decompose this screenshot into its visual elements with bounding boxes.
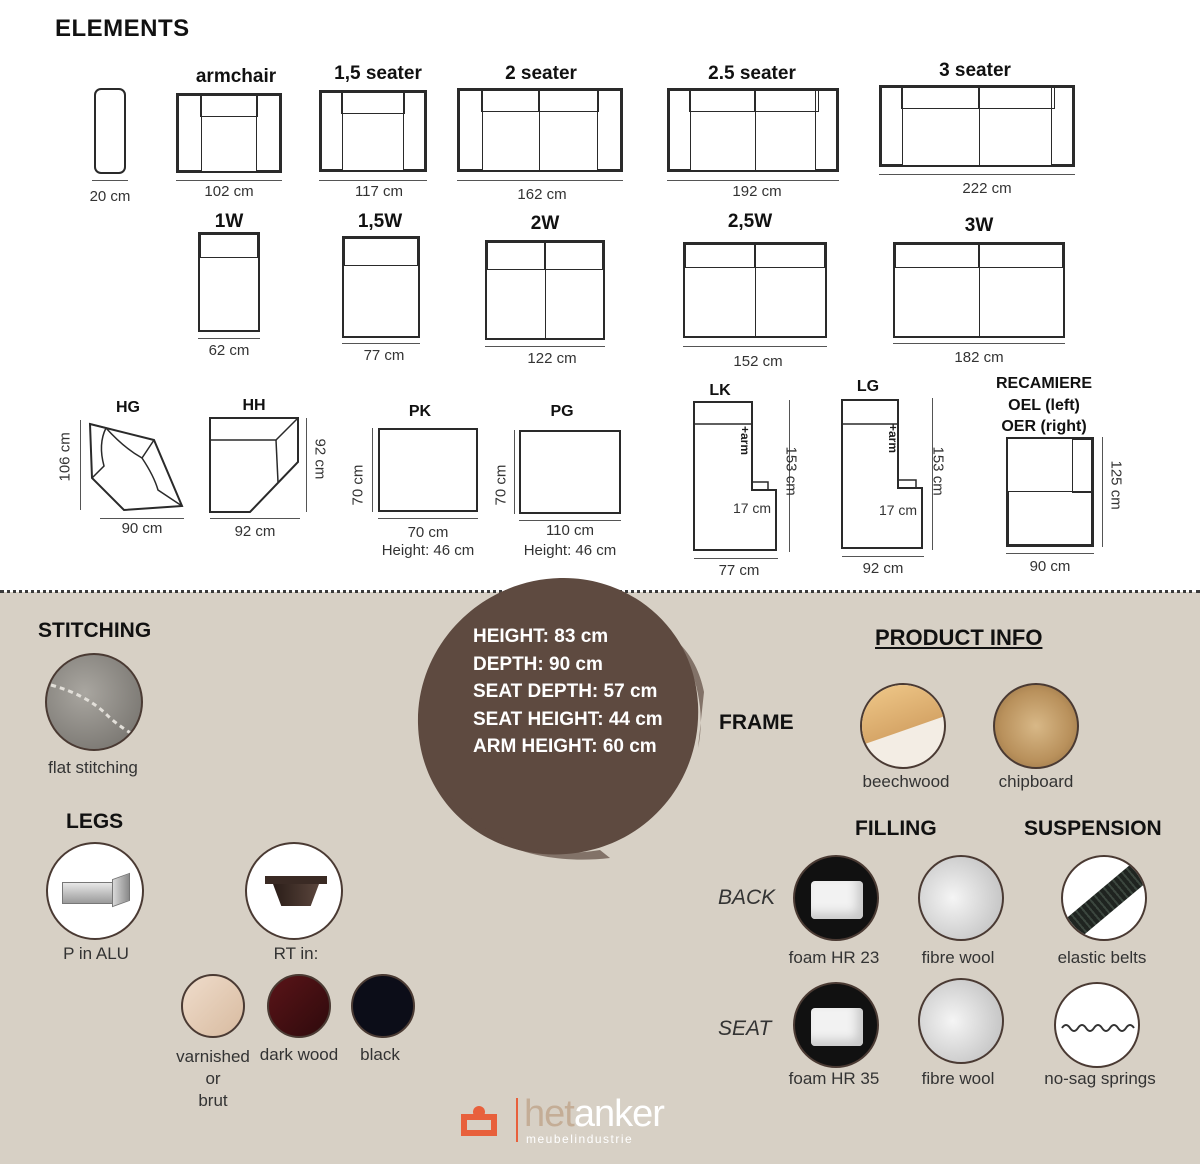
pk-width: 70 cm <box>407 524 449 541</box>
pg-label: PG <box>550 403 574 420</box>
flat-stitching-caption: flat stitching <box>48 758 138 777</box>
chipboard-caption: chipboard <box>998 772 1074 791</box>
pk-dimline <box>378 518 478 519</box>
foam-seat-caption: foam HR 35 <box>788 1069 880 1088</box>
seater3-diagram <box>879 85 1075 167</box>
foam-back-swatch <box>793 855 879 941</box>
armchair-label: armchair <box>195 66 277 87</box>
varnished-line1: varnished <box>176 1047 250 1066</box>
w25-dim: 152 cm <box>733 353 783 370</box>
seater15-dim: 117 cm <box>354 183 404 200</box>
w1-diagram <box>198 232 260 332</box>
pk-depth-line <box>372 428 373 512</box>
hh-depth: 92 cm <box>311 438 329 480</box>
pouf-diagram <box>94 88 126 174</box>
w2-diagram <box>485 240 605 340</box>
stat-seat-height: SEAT HEIGHT: 44 cm <box>473 708 663 730</box>
pg-height: Height: 46 cm <box>523 542 617 559</box>
logo-subtitle: meubelindustrie <box>526 1132 634 1146</box>
seater3-dim: 222 cm <box>962 180 1012 197</box>
chipboard-swatch <box>993 683 1079 769</box>
hg-label: HG <box>116 399 140 416</box>
seater2-dimline <box>457 180 623 181</box>
seater2-label: 2 seater <box>505 63 577 84</box>
lk-length: 153 cm <box>782 446 800 496</box>
rt-leg-swatch <box>245 842 343 940</box>
logo-het: het <box>524 1093 574 1135</box>
seater2-diagram <box>457 88 623 172</box>
hg-depth: 106 cm <box>56 432 74 482</box>
pouf-dimline <box>92 180 128 181</box>
rt-leg-caption: RT in: <box>273 944 319 963</box>
pk-label: PK <box>408 403 432 420</box>
seater15-diagram <box>319 90 427 172</box>
varnished-line3: brut <box>198 1091 228 1110</box>
lg-length: 153 cm <box>929 446 947 496</box>
pg-width: 110 cm <box>545 522 595 539</box>
fibre-seat-swatch <box>918 978 1004 1064</box>
w15-dim: 77 cm <box>363 347 405 364</box>
lk-arm: +arm <box>738 426 752 456</box>
hg-dimline <box>100 518 184 519</box>
lk-dimline <box>694 558 778 559</box>
black-swatch <box>351 974 415 1038</box>
stat-seat-depth: SEAT DEPTH: 57 cm <box>473 681 658 702</box>
lg-label: LG <box>856 378 880 395</box>
stats-list <box>473 623 663 761</box>
lg-inset: 17 cm <box>878 502 918 518</box>
varnished-swatch <box>181 974 245 1038</box>
dark-wood-swatch <box>267 974 331 1038</box>
fibre-back-swatch <box>918 855 1004 941</box>
seater25-dimline <box>667 180 839 181</box>
hg-diagram <box>84 418 186 516</box>
recamiere-length: 125 cm <box>1107 460 1125 510</box>
w3-diagram <box>893 242 1065 338</box>
seater2-dim: 162 cm <box>517 186 567 203</box>
lg-width: 92 cm <box>862 560 904 577</box>
w3-label: 3W <box>964 215 994 236</box>
pg-dimline <box>519 520 621 521</box>
hg-width: 90 cm <box>121 520 163 537</box>
recamiere-label: RECAMIERE <box>995 375 1092 392</box>
pk-diagram <box>378 428 478 512</box>
logo-wordmark <box>524 1094 664 1134</box>
pg-depth: 70 cm <box>492 464 510 506</box>
no-sag-springs-caption: no-sag springs <box>1044 1069 1156 1088</box>
w25-diagram <box>683 242 827 338</box>
beechwood-caption: beechwood <box>862 772 950 791</box>
product-info-title: PRODUCT INFO <box>875 625 1043 650</box>
fibre-back-caption: fibre wool <box>921 948 995 967</box>
hh-diagram <box>208 416 302 516</box>
logo-divider <box>516 1098 518 1142</box>
seater25-dim: 192 cm <box>732 183 782 200</box>
elastic-belts-swatch <box>1061 855 1147 941</box>
pg-depth-line <box>514 430 515 514</box>
lk-width: 77 cm <box>718 562 760 579</box>
alu-leg-swatch <box>46 842 144 940</box>
hh-label: HH <box>242 397 266 414</box>
lk-inset: 17 cm <box>732 500 772 516</box>
dark-wood-caption: dark wood <box>259 1045 339 1064</box>
suspension-title: SUSPENSION <box>1024 817 1162 840</box>
legs-title: LEGS <box>66 810 124 833</box>
lk-diagram <box>692 400 782 554</box>
hh-dimline <box>210 518 300 519</box>
armchair-dimline <box>176 180 282 181</box>
w15-dimline <box>342 343 420 344</box>
pk-height: Height: 46 cm <box>381 542 475 559</box>
stat-depth: DEPTH: 90 cm <box>473 653 603 675</box>
recamiere-left-label: OEL (left) <box>1008 397 1080 414</box>
w15-label: 1,5W <box>357 211 403 232</box>
varnished-line2: or <box>205 1069 221 1088</box>
stat-height: HEIGHT: 83 cm <box>473 626 609 647</box>
w2-label: 2W <box>530 213 560 234</box>
stat-arm-height: ARM HEIGHT: 60 cm <box>473 736 657 757</box>
seater3-label: 3 seater <box>939 60 1011 81</box>
w15-diagram <box>342 236 420 338</box>
lg-diagram <box>840 398 926 552</box>
frame-title: FRAME <box>719 711 794 734</box>
flat-stitching-swatch <box>45 653 143 751</box>
logo-anker: anker <box>573 1093 664 1135</box>
fibre-seat-caption: fibre wool <box>921 1069 995 1088</box>
recamiere-dimline <box>1006 553 1094 554</box>
alu-leg-caption: P in ALU <box>63 944 129 963</box>
pk-depth: 70 cm <box>349 464 367 506</box>
hh-depth-line <box>306 418 307 512</box>
foam-back-caption: foam HR 23 <box>788 948 880 967</box>
w2-dim: 122 cm <box>527 350 577 367</box>
armchair-diagram <box>176 93 282 173</box>
stitching-title: STITCHING <box>38 619 152 642</box>
pg-diagram <box>519 430 621 514</box>
beechwood-swatch <box>860 683 946 769</box>
no-sag-springs-swatch <box>1054 982 1140 1068</box>
seater25-label: 2.5 seater <box>708 63 796 84</box>
hg-depth-line <box>80 420 81 510</box>
elements-title: ELEMENTS <box>55 15 190 42</box>
seater3-dimline <box>879 174 1075 175</box>
recamiere-length-line <box>1102 437 1103 547</box>
lk-label: LK <box>709 382 731 399</box>
pouf-dim: 20 cm <box>89 188 131 205</box>
w2-dimline <box>485 346 605 347</box>
elastic-belts-caption: elastic belts <box>1057 948 1147 967</box>
seat-label: SEAT <box>718 1017 772 1040</box>
back-label: BACK <box>718 886 776 909</box>
w3-dimline <box>893 343 1065 344</box>
het-anker-logo-icon <box>461 1106 497 1136</box>
seater15-label: 1,5 seater <box>334 63 422 84</box>
filling-title: FILLING <box>855 817 937 840</box>
foam-seat-swatch <box>793 982 879 1068</box>
recamiere-right-label: OER (right) <box>1001 418 1087 435</box>
black-caption: black <box>360 1045 400 1064</box>
recamiere-width: 90 cm <box>1029 558 1071 575</box>
w1-dim: 62 cm <box>208 342 250 359</box>
recamiere-diagram <box>1006 437 1094 547</box>
w1-label: 1W <box>214 211 244 232</box>
hh-width: 92 cm <box>234 523 276 540</box>
seater15-dimline <box>319 180 427 181</box>
lg-dimline <box>842 556 924 557</box>
w25-dimline <box>683 346 827 347</box>
w3-dim: 182 cm <box>954 349 1004 366</box>
seater25-diagram <box>667 88 839 172</box>
armchair-dim: 102 cm <box>204 183 254 200</box>
lg-arm: +arm <box>886 424 900 454</box>
w1-dimline <box>198 338 260 339</box>
w25-label: 2,5W <box>727 211 773 232</box>
